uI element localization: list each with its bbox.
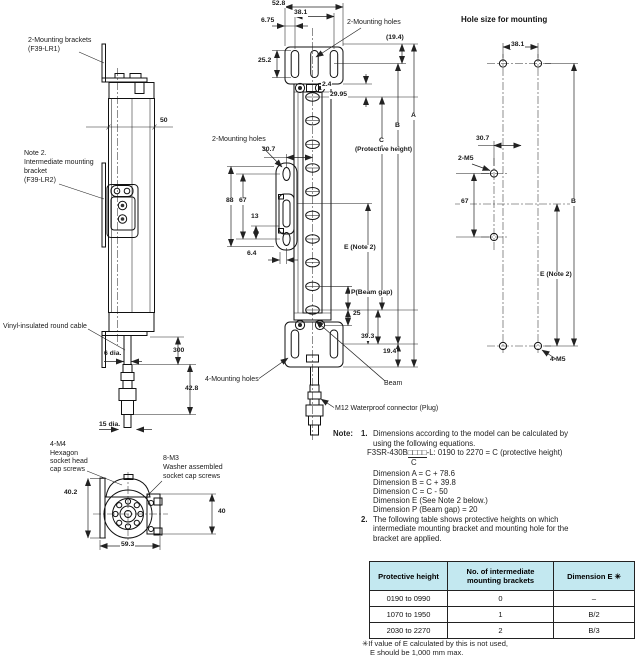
dim-connector-dia: 15 dia. — [99, 421, 121, 428]
dim-c-sublabel: (Protective height) — [355, 146, 413, 153]
dim-25: 25 — [353, 310, 361, 317]
cell-height: 2030 to 2270 — [370, 623, 448, 639]
dim-hole-span: 38.1 — [294, 9, 308, 16]
note2-bracket-model: (F39-LR2) — [24, 177, 56, 184]
note-2-line-1: The following table shows protective heights on which — [373, 514, 559, 524]
front-view-drawing — [227, 0, 418, 440]
model-prefix: F3SR-430B — [367, 448, 408, 457]
hole-dim-e: E (Note 2) — [540, 271, 572, 278]
equation-e: Dimension E (See Note 2 below.) — [373, 496, 488, 505]
note2-bracket-label-3: bracket — [24, 168, 47, 175]
hole-pattern-drawing — [455, 43, 578, 359]
cell-brackets: 1 — [448, 607, 554, 623]
col-intermediate-brackets: No. of intermediate mounting brackets — [448, 562, 554, 591]
model-equation-line — [367, 449, 562, 457]
mid-mounting-holes-label: 2-Mounting holes — [212, 136, 266, 143]
table-header-row — [370, 562, 635, 591]
bracket-section-drawing — [87, 471, 216, 550]
dim-gap-2-4: 2.4 — [322, 81, 332, 88]
note-heading: Note: — [333, 429, 353, 438]
side-view-drawing — [59, 44, 199, 430]
hole-2m5-label: 2-M5 — [458, 155, 474, 162]
dim-depth-50: 50 — [160, 117, 168, 124]
dim-top-margin: (19.4) — [386, 34, 404, 41]
dim-edge-offset: 6.75 — [261, 17, 275, 24]
dim-body-height: 40 — [218, 508, 226, 515]
m4-screws-label-3: socket head — [50, 458, 88, 465]
equation-a: Dimension A = C + 78.6 — [373, 469, 455, 478]
dim-total-width: 52.8 — [272, 0, 286, 7]
protective-height-table — [369, 561, 635, 639]
table-row — [370, 623, 635, 639]
note2-bracket-label-1: Note 2. — [24, 150, 47, 157]
model-placeholder-boxes: □□□□ — [407, 448, 427, 457]
dim-cable-dia: 6 dia. — [104, 350, 122, 357]
dim-67: 67 — [239, 197, 247, 204]
cell-brackets: 2 — [448, 623, 554, 639]
dim-39-3: 39.3 — [361, 333, 375, 340]
dim-cable-length: 300 — [173, 347, 185, 354]
hole-dim-b: B — [571, 198, 576, 205]
bottom-mounting-holes-label: 4-Mounting holes — [205, 376, 259, 383]
hole-dim-67: 67 — [461, 198, 469, 205]
equation-b: Dimension B = C + 39.8 — [373, 478, 456, 487]
col-protective-height: Protective height — [370, 562, 448, 591]
beam-label: Beam — [384, 380, 403, 387]
note-2-line-2: intermediate mounting bracket and mounting hole for the — [373, 524, 569, 533]
dim-slot-length: 25.2 — [258, 57, 272, 64]
cell-dim-e: – — [554, 591, 635, 607]
cell-dim-e: B/2 — [554, 607, 635, 623]
m4-screws-label-2: Hexagon — [50, 450, 79, 457]
cable-label: Vinyl-insulated round cable — [3, 323, 87, 330]
top-mounting-holes-label: 2-Mounting holes — [347, 19, 401, 26]
m4-screws-label-4: cap screws — [50, 466, 86, 473]
cell-dim-e: B/3 — [554, 623, 635, 639]
dim-bracket-height: 40.2 — [64, 489, 78, 496]
dim-a-label: A — [411, 112, 416, 119]
mounting-brackets-label: 2-Mounting brackets — [28, 37, 92, 44]
table-row — [370, 591, 635, 607]
table-row — [370, 607, 635, 623]
dim-c-label: C — [379, 137, 384, 144]
mounting-brackets-model: (F39-LR1) — [28, 46, 60, 53]
cell-height: 1070 to 1950 — [370, 607, 448, 623]
dim-13: 13 — [251, 213, 259, 220]
dim-30-7: 30.7 — [262, 146, 276, 153]
equation-p: Dimension P (Beam gap) = 20 — [373, 505, 478, 514]
m4-screws-label-1: 4-M4 — [50, 441, 66, 448]
m3-screws-label-3: socket cap screws — [163, 473, 221, 480]
m3-screws-label-1: 8-M3 — [163, 455, 179, 462]
dim-beam-gap: P(Beam gap) — [351, 289, 393, 296]
cell-brackets: 0 — [448, 591, 554, 607]
note-2-number: 2. — [361, 514, 368, 524]
m3-screws-label-2: Washer assembled — [163, 464, 223, 471]
hole-size-title: Hole size for mounting — [461, 15, 548, 24]
col-dimension-e: Dimension E ✳ — [554, 562, 635, 591]
note-1-line-2: using the following equations. — [373, 438, 476, 448]
m12-connector-label: M12 Waterproof connector (Plug) — [335, 405, 439, 412]
model-c-sublabel: C — [411, 458, 417, 467]
dim-19-4: 19.4 — [383, 348, 397, 355]
dim-first-beam: 29.95 — [330, 91, 348, 98]
dim-body-width: 59.3 — [121, 541, 135, 548]
hole-dim-38-1: 38.1 — [511, 41, 525, 48]
dim-connector-length: 42.8 — [185, 385, 199, 392]
note-2-line-3: bracket are applied. — [373, 533, 442, 543]
note-1-number: 1. — [361, 429, 368, 438]
note2-bracket-label-2: Intermediate mounting — [24, 159, 94, 166]
hole-dim-30-7: 30.7 — [476, 135, 490, 142]
table-footnote-1: ✳If value of E calculated by this is not used, — [362, 639, 508, 648]
equation-c: Dimension C = C - 50 — [373, 487, 448, 496]
note-1-line-1: Dimensions according to the model can be calculated by — [373, 429, 569, 438]
model-suffix: -L: 0190 to 2270 = C (protective height) — [426, 448, 563, 457]
dim-88: 88 — [226, 197, 234, 204]
cell-height: 0190 to 0990 — [370, 591, 448, 607]
dim-6-4: 6.4 — [247, 250, 257, 257]
table-footnote-2: E should be 1,000 mm max. — [370, 648, 464, 657]
dim-e-mid: E (Note 2) — [344, 244, 376, 251]
hole-4m5-label: 4-M5 — [550, 356, 566, 363]
dim-b-label: B — [395, 122, 400, 129]
